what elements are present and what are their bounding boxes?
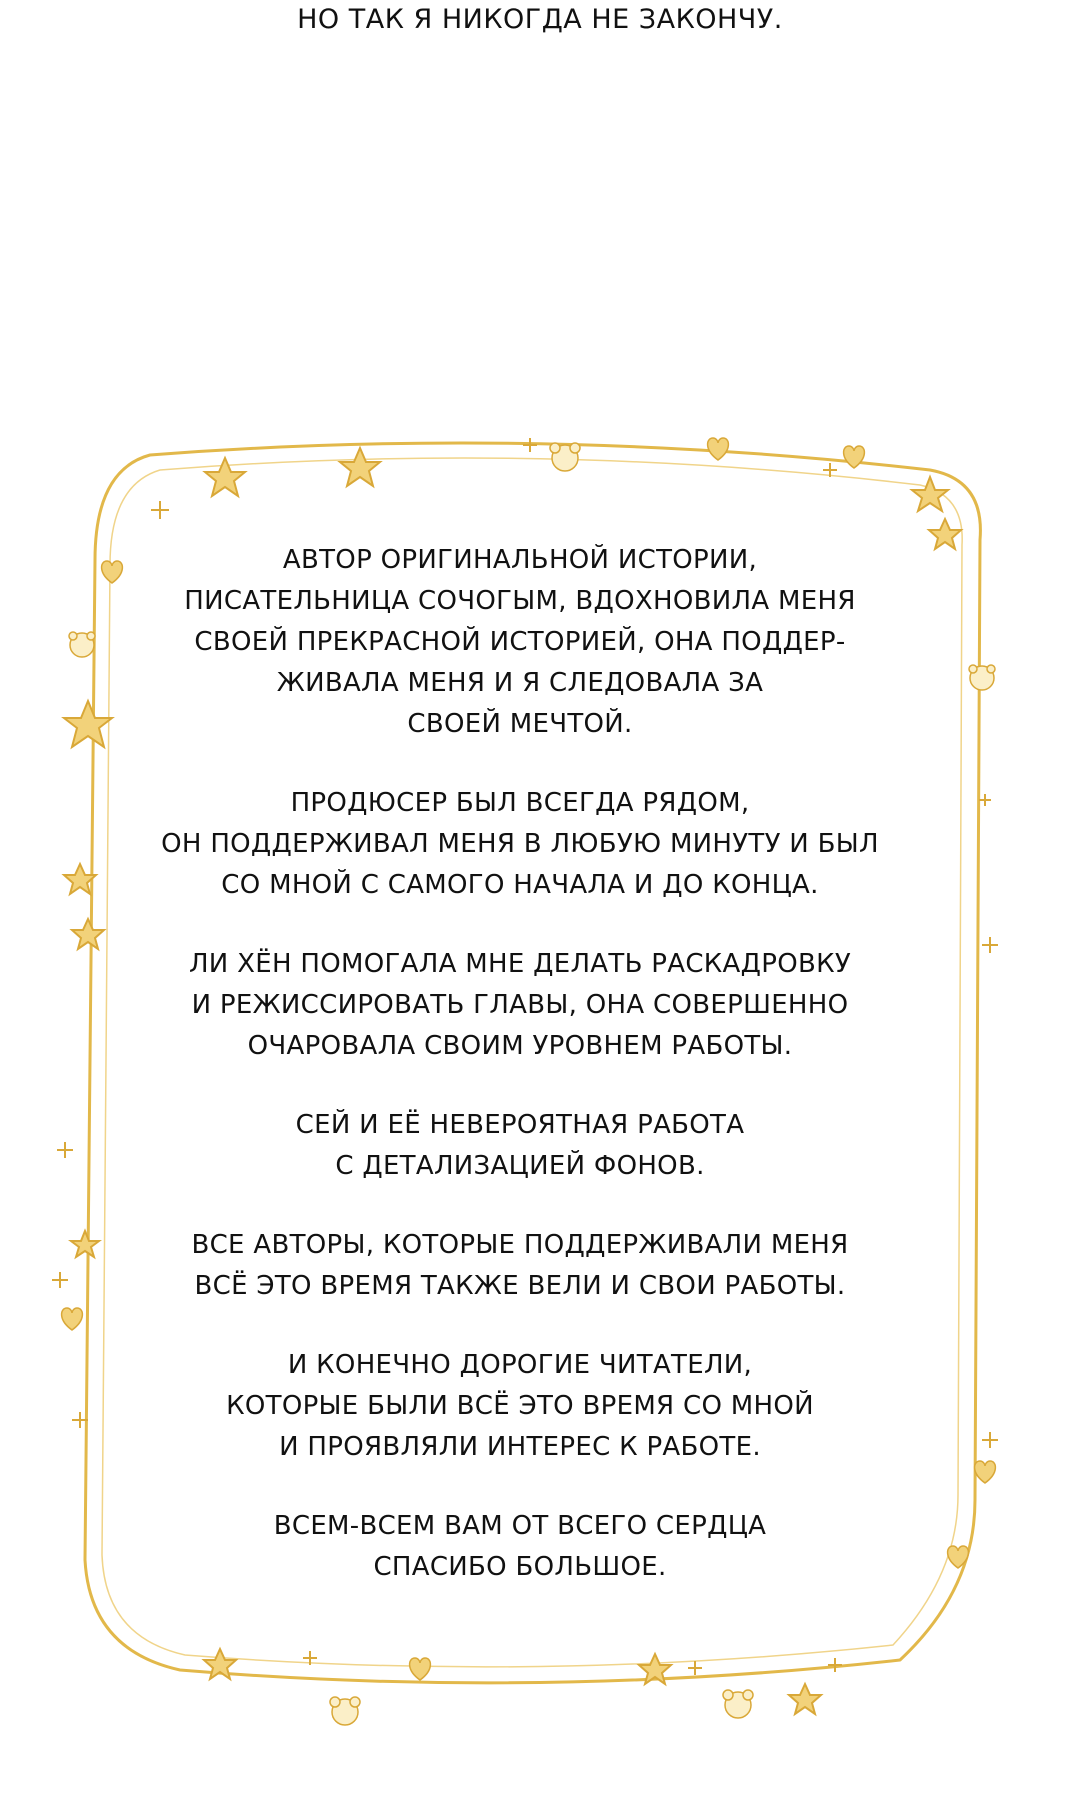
heart-icon [844, 446, 865, 468]
sparkle-icon [688, 1661, 702, 1675]
sparkle-icon [828, 1658, 842, 1672]
star-icon [340, 448, 380, 486]
heart-icon [975, 1461, 996, 1483]
top-caption: НО ТАК Я НИКОГДА НЕ ЗАКОНЧУ. [297, 4, 783, 35]
credits-paragraph-readers: И КОНЕЧНО ДОРОГИЕ ЧИТАТЕЛИ, КОТОРЫЕ БЫЛИ ВСЁ ЭТО ВРЕМЯ СО МНОЙ И ПРОЯВЛЯЛИ ИНТЕРЕС К РАБОТЕ. [226, 1350, 814, 1462]
star-icon [71, 1231, 99, 1257]
bear-face-icon [723, 1690, 753, 1718]
sparkle-icon [979, 794, 991, 806]
sparkle-icon [982, 937, 998, 953]
star-icon [72, 919, 104, 949]
star-icon [64, 701, 112, 747]
credits-paragraph-producer: ПРОДЮСЕР БЫЛ ВСЕГДА РЯДОМ, ОН ПОДДЕРЖИВАЛ МЕНЯ В ЛЮБУЮ МИНУТУ И БЫЛ СО МНОЙ С САМОГО НАЧАЛА И ДО КОНЦА. [161, 788, 879, 900]
sparkle-icon [982, 1432, 998, 1448]
credits-paragraph-thanks: ВСЕМ-ВСЕМ ВАМ ОТ ВСЕГО СЕРДЦА СПАСИБО БОЛЬШОЕ. [273, 1511, 767, 1582]
credits-paragraph-storyboard: ЛИ ХЁН ПОМОГАЛА МНЕ ДЕЛАТЬ РАСКАДРОВКУ И РЕЖИССИРОВАТЬ ГЛАВЫ, ОНА СОВЕРШЕННО ОЧАРОВАЛА СВОИМ УРОВНЕМ РАБОТЫ. [188, 949, 852, 1061]
sparkle-icon [151, 501, 169, 519]
credits-paragraph-backgrounds: СЕЙ И ЕЁ НЕВЕРОЯТНАЯ РАБОТА С ДЕТАЛИЗАЦИЕЙ ФОНОВ. [295, 1110, 745, 1181]
star-icon [912, 477, 948, 511]
credits-paragraph-author: АВТОР ОРИГИНАЛЬНОЙ ИСТОРИИ, ПИСАТЕЛЬНИЦА СОЧОГЫМ, ВДОХНОВИЛА МЕНЯ СВОЕЙ ПРЕКРАСНОЙ ИСТОРИЕЙ, ОНА ПОДДЕР- ЖИВАЛА МЕНЯ И Я СЛЕДОВАЛА ЗА СВОЕЙ МЕЧТОЙ. [184, 545, 856, 739]
bear-face-icon [330, 1697, 360, 1725]
sparkle-icon [57, 1142, 73, 1158]
heart-icon [708, 438, 729, 460]
star-icon [205, 458, 245, 496]
star-icon [929, 519, 961, 549]
credits-paragraph-authors: ВСЕ АВТОРЫ, КОТОРЫЕ ПОДДЕРЖИВАЛИ МЕНЯ ВСЁ ЭТО ВРЕМЯ ТАКЖЕ ВЕЛИ И СВОИ РАБОТЫ. [191, 1230, 849, 1301]
bear-face-icon [69, 632, 95, 657]
heart-icon [62, 1308, 83, 1330]
sparkle-icon [523, 438, 537, 452]
bear-face-icon [550, 443, 580, 471]
sparkle-icon [52, 1272, 68, 1288]
credits-block [120, 540, 920, 1626]
bear-face-icon [969, 665, 995, 690]
heart-icon [410, 1658, 431, 1680]
star-icon [789, 1684, 821, 1714]
